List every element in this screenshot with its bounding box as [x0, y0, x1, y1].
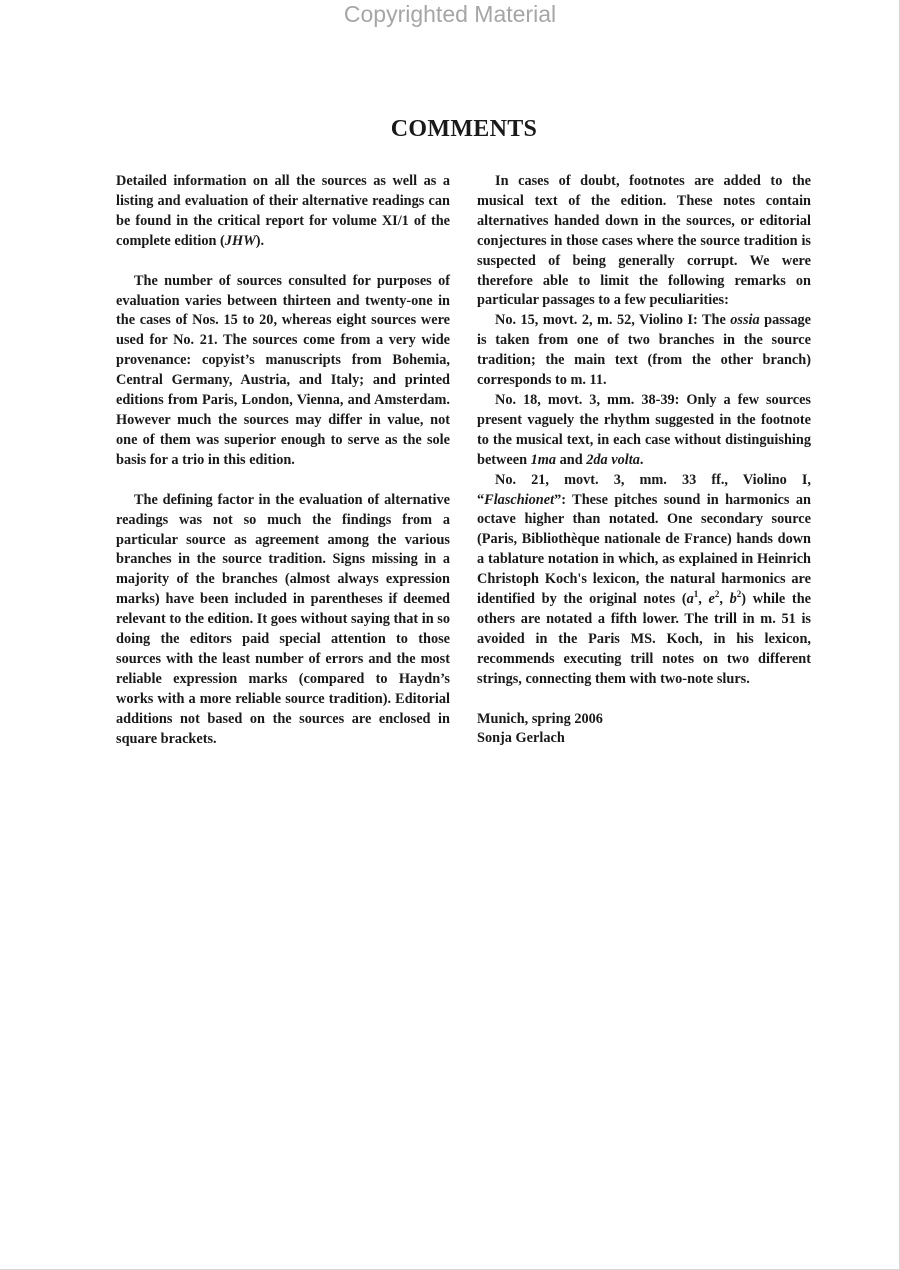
left-column — [116, 172, 450, 749]
page-title: COMMENTS — [390, 116, 538, 142]
remark-no21: No. 21, movt. 3, mm. 33 ff., Violino I, “Flaschionet”: These pitches sound in harmonics an octave higher than notated. One secondary source (Paris, Bibliothèque nationale de France) hands down a tablature notation in which, as explained in Heinrich Christoph Koch's lexicon, the natural harmonics are identified by the original notes ($a^1$, $e^2$, $b^2$) while the others are notated a fifth lower. The trill in m. 51 is avoided in the Paris MS. Koch, in his lexicon, recommends executing trill notes on two different strings, connecting them with two-note slurs. — [477, 471, 811, 687]
remark-no15: No. 15, movt. 2, m. 52, Violino I: The ossia passage is taken from one of two branches in the source tradition; the main text (from the other branch) corresponds to m. 11. — [477, 312, 811, 389]
signature-block — [477, 710, 811, 750]
paragraph-sources-consulted: The number of sources consulted for purposes of evaluation varies between thirteen and twenty-one in the cases of Nos. 15 to 20, whereas eight sources were used for No. 21. The sources come from a very wide provenance: copyist’s manuscripts from Bohemia, Central Germany, Austria, and Italy; and printed editions from Paris, London, Vienna, and Amsterdam. However much the sources may differ in value, not one of them was superior enough to serve as the sole basis for a trio in this edition. — [116, 272, 450, 468]
remark-no18: No. 18, movt. 3, mm. 38-39: Only a few sources present vaguely the rhythm suggested in the footnote to the musical text, in each case without distinguishing between 1ma and 2da volta. — [477, 391, 811, 468]
jhw-abbreviation: JHW — [224, 232, 256, 249]
copyright-watermark: Copyrighted Material — [343, 1, 557, 27]
paragraph-sources-info: Detailed information on all the sources as well as a listing and evaluation of their alternative readings can be found in the critical report for volume XI/1 of the complete edition (JHW). — [116, 173, 450, 249]
right-column — [477, 172, 811, 749]
signature-name: Sonja Gerlach — [477, 730, 565, 747]
paragraph-evaluation-factor: The defining factor in the evaluation of alternative readings was not so much the findings from a particular source as agreement among the various branches in the source tradition. Signs missing in a majority of the branches (almost always expression marks) have been included in parentheses if deemed relevant to the edition. It goes without saying that in so doing the editors paid special attention to those sources with the least number of errors and the most reliable expression marks (compared to Haydn’s works with a more reliable source tradition). Editorial additions not based on the sources are enclosed in square brackets. — [116, 491, 450, 747]
paragraph-footnotes: In cases of doubt, footnotes are added to the musical text of the edition. These notes contain alternatives handed down in the sources, or editorial conjectures in those cases where the source tradition is suspected of being generally corrupt. We were therefore able to limit the following remarks on particular passages to a few peculiarities: — [477, 173, 811, 309]
signature-place-date: Munich, spring 2006 — [477, 710, 603, 727]
